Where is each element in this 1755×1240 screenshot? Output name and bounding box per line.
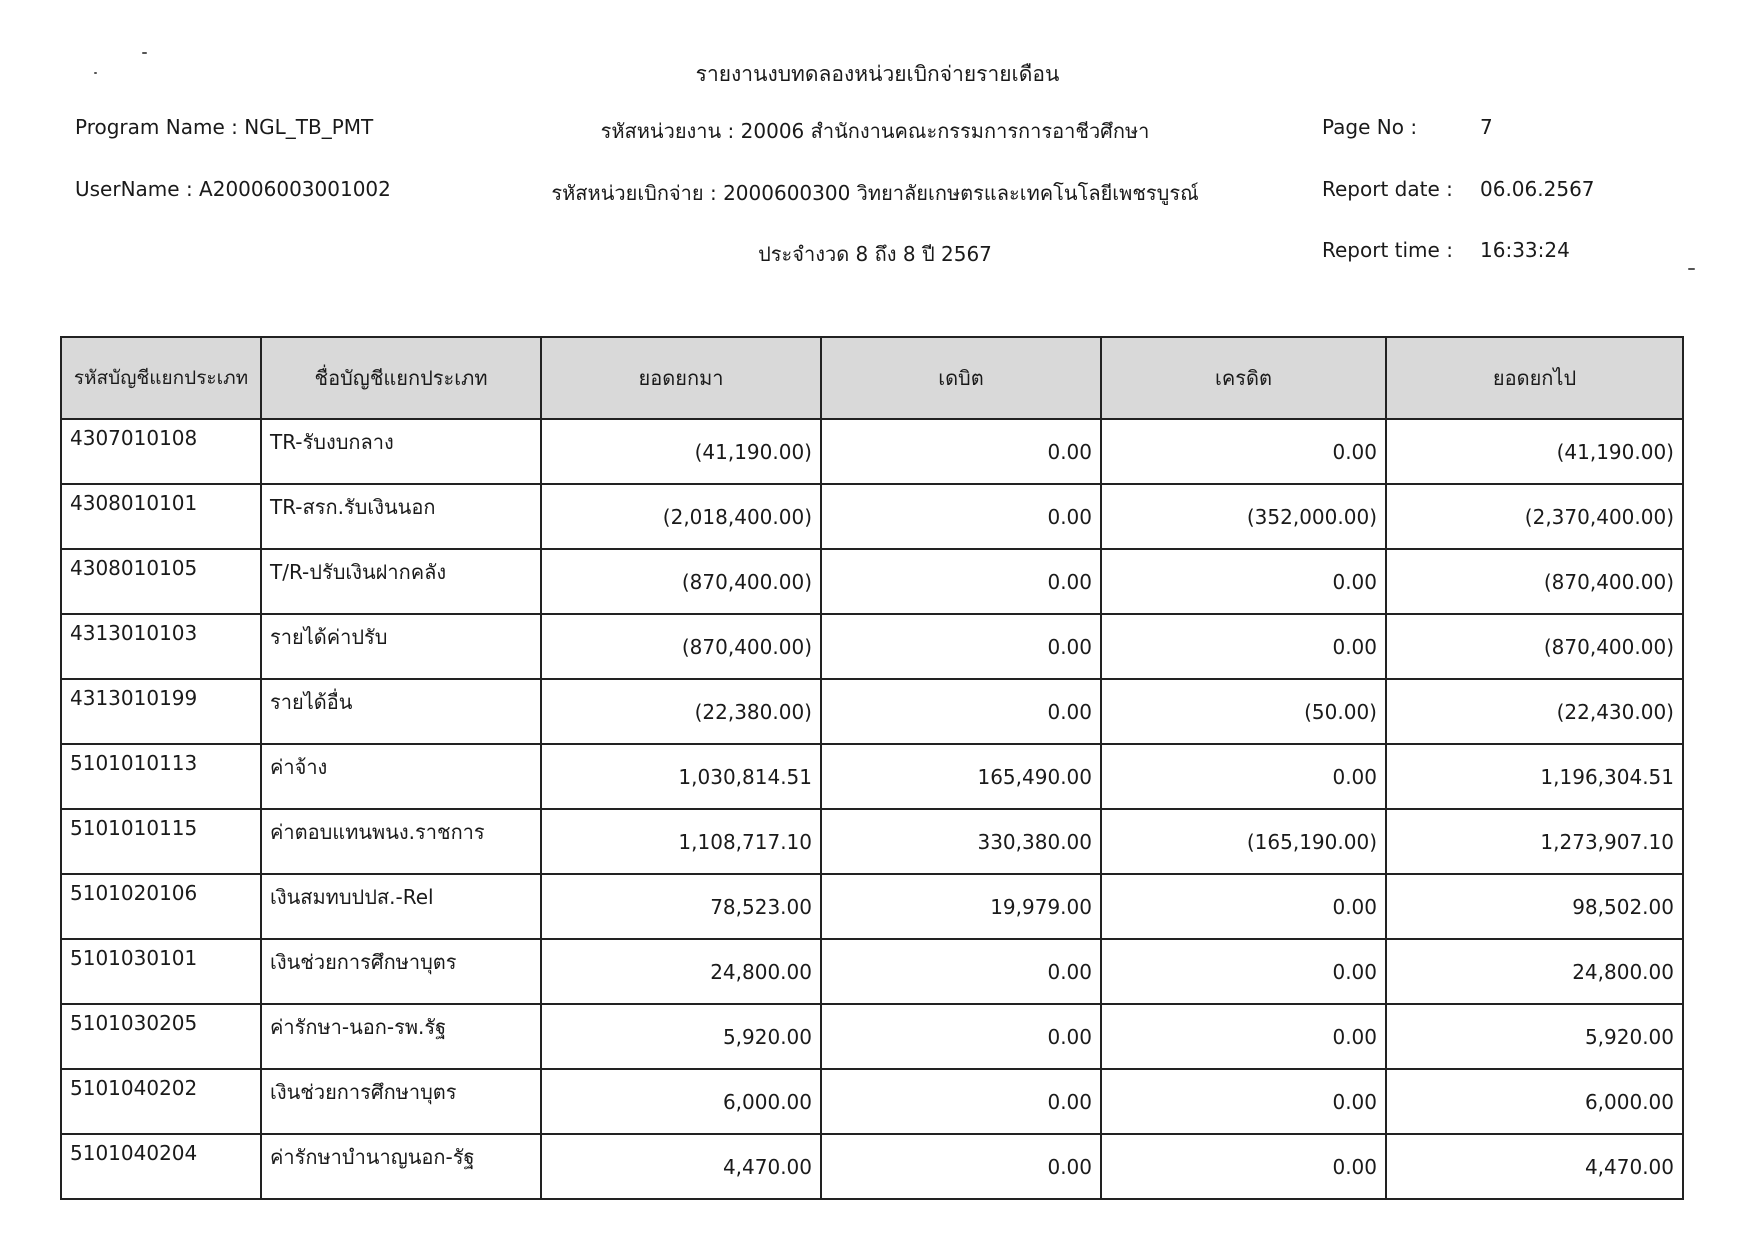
- credit-cell: 0.00: [1101, 1004, 1386, 1069]
- table-row: [61, 679, 1683, 744]
- page-no-value: 7: [1480, 115, 1493, 139]
- credit-cell: 0.00: [1101, 614, 1386, 679]
- opening-balance-cell: 1,030,814.51: [541, 744, 821, 809]
- scan-speck: [1688, 268, 1695, 270]
- debit-cell: 0.00: [821, 614, 1101, 679]
- opening-balance-cell: (870,400.00): [541, 549, 821, 614]
- header-debit: เดบิต: [821, 337, 1101, 419]
- closing-balance-cell: (22,430.00): [1386, 679, 1683, 744]
- debit-cell: 165,490.00: [821, 744, 1101, 809]
- table-row: [61, 939, 1683, 1004]
- closing-balance-cell: 98,502.00: [1386, 874, 1683, 939]
- account-name-cell: ค่ารักษาบำนาญนอก-รัฐ: [261, 1134, 541, 1199]
- credit-cell: (50.00): [1101, 679, 1386, 744]
- account-code-cell: 5101020106: [61, 874, 261, 939]
- table-row: [61, 419, 1683, 484]
- credit-cell: 0.00: [1101, 874, 1386, 939]
- report-period: ประจำงวด 8 ถึง 8 ปี 2567: [758, 242, 992, 266]
- account-name-cell: รายได้อื่น: [261, 679, 541, 744]
- closing-balance-cell: (870,400.00): [1386, 549, 1683, 614]
- table-row: [61, 549, 1683, 614]
- account-code-cell: 5101040202: [61, 1069, 261, 1134]
- report-date-label: Report date :: [1322, 177, 1453, 201]
- credit-cell: 0.00: [1101, 1134, 1386, 1199]
- header-closing-balance: ยอดยกไป: [1386, 337, 1683, 419]
- program-name: Program Name : NGL_TB_PMT: [75, 115, 374, 139]
- opening-balance-cell: 78,523.00: [541, 874, 821, 939]
- header-opening-balance: ยอดยกมา: [541, 337, 821, 419]
- closing-balance-cell: 1,273,907.10: [1386, 809, 1683, 874]
- opening-balance-cell: (41,190.00): [541, 419, 821, 484]
- opening-balance-cell: 24,800.00: [541, 939, 821, 1004]
- opening-balance-cell: (22,380.00): [541, 679, 821, 744]
- opening-balance-cell: (870,400.00): [541, 614, 821, 679]
- header-credit: เครดิต: [1101, 337, 1386, 419]
- debit-cell: 330,380.00: [821, 809, 1101, 874]
- debit-cell: 0.00: [821, 1134, 1101, 1199]
- debit-cell: 0.00: [821, 679, 1101, 744]
- account-name-cell: TR-สรก.รับเงินนอก: [261, 484, 541, 549]
- table-row: [61, 484, 1683, 549]
- account-code-cell: 5101030205: [61, 1004, 261, 1069]
- closing-balance-cell: 24,800.00: [1386, 939, 1683, 1004]
- table-row: [61, 614, 1683, 679]
- account-name-cell: T/R-ปรับเงินฝากคลัง: [261, 549, 541, 614]
- credit-cell: (352,000.00): [1101, 484, 1386, 549]
- agency-code: รหัสหน่วยงาน : 20006 สำนักงานคณะกรรมการการอาชีวศึกษา: [600, 119, 1150, 143]
- table-row: [61, 744, 1683, 809]
- trial-balance-table: [60, 336, 1684, 1200]
- account-name-cell: เงินสมทบปปส.-Rel: [261, 874, 541, 939]
- opening-balance-cell: 5,920.00: [541, 1004, 821, 1069]
- credit-cell: 0.00: [1101, 939, 1386, 1004]
- report-title: รายงานงบทดลองหน่วยเบิกจ่ายรายเดือน: [695, 62, 1060, 86]
- account-name-cell: TR-รับงบกลาง: [261, 419, 541, 484]
- closing-balance-cell: 6,000.00: [1386, 1069, 1683, 1134]
- opening-balance-cell: (2,018,400.00): [541, 484, 821, 549]
- report-time-value: 16:33:24: [1480, 238, 1570, 262]
- table-row: [61, 1134, 1683, 1199]
- debit-cell: 0.00: [821, 419, 1101, 484]
- credit-cell: 0.00: [1101, 549, 1386, 614]
- closing-balance-cell: 4,470.00: [1386, 1134, 1683, 1199]
- debit-cell: 0.00: [821, 939, 1101, 1004]
- report-time-label: Report time :: [1322, 238, 1453, 262]
- account-code-cell: 4313010103: [61, 614, 261, 679]
- credit-cell: 0.00: [1101, 1069, 1386, 1134]
- opening-balance-cell: 4,470.00: [541, 1134, 821, 1199]
- report-date-value: 06.06.2567: [1480, 177, 1595, 201]
- debit-cell: 0.00: [821, 1004, 1101, 1069]
- debit-cell: 0.00: [821, 549, 1101, 614]
- user-name: UserName : A20006003001002: [75, 177, 391, 201]
- table-row: [61, 1004, 1683, 1069]
- debit-cell: 0.00: [821, 484, 1101, 549]
- closing-balance-cell: (2,370,400.00): [1386, 484, 1683, 549]
- opening-balance-cell: 6,000.00: [541, 1069, 821, 1134]
- table-row: [61, 874, 1683, 939]
- debit-cell: 19,979.00: [821, 874, 1101, 939]
- table-header-row: [61, 337, 1683, 419]
- account-code-cell: 5101030101: [61, 939, 261, 1004]
- table-body: [61, 419, 1683, 1199]
- account-name-cell: ค่ารักษา-นอก-รพ.รัฐ: [261, 1004, 541, 1069]
- debit-cell: 0.00: [821, 1069, 1101, 1134]
- closing-balance-cell: (41,190.00): [1386, 419, 1683, 484]
- table-row: [61, 1069, 1683, 1134]
- account-code-cell: 5101010113: [61, 744, 261, 809]
- account-code-cell: 4307010108: [61, 419, 261, 484]
- account-name-cell: เงินช่วยการศึกษาบุตร: [261, 939, 541, 1004]
- opening-balance-cell: 1,108,717.10: [541, 809, 821, 874]
- header-account-name: ชื่อบัญชีแยกประเภท: [261, 337, 541, 419]
- account-name-cell: ค่าจ้าง: [261, 744, 541, 809]
- account-name-cell: รายได้ค่าปรับ: [261, 614, 541, 679]
- scan-speck: [142, 52, 147, 54]
- account-code-cell: 4308010101: [61, 484, 261, 549]
- disbursing-unit-code: รหัสหน่วยเบิกจ่าย : 2000600300 วิทยาลัยเกษตรและเทคโนโลยีเพชรบูรณ์: [551, 181, 1199, 205]
- credit-cell: 0.00: [1101, 419, 1386, 484]
- account-name-cell: ค่าตอบแทนพนง.ราชการ: [261, 809, 541, 874]
- credit-cell: (165,190.00): [1101, 809, 1386, 874]
- closing-balance-cell: (870,400.00): [1386, 614, 1683, 679]
- account-code-cell: 5101040204: [61, 1134, 261, 1199]
- page-no-label: Page No :: [1322, 115, 1418, 139]
- account-name-cell: เงินช่วยการศึกษาบุตร: [261, 1069, 541, 1134]
- closing-balance-cell: 5,920.00: [1386, 1004, 1683, 1069]
- table-row: [61, 809, 1683, 874]
- closing-balance-cell: 1,196,304.51: [1386, 744, 1683, 809]
- credit-cell: 0.00: [1101, 744, 1386, 809]
- account-code-cell: 4313010199: [61, 679, 261, 744]
- account-code-cell: 4308010105: [61, 549, 261, 614]
- header-account-code: รหัสบัญชีแยกประเภท: [61, 337, 261, 419]
- account-code-cell: 5101010115: [61, 809, 261, 874]
